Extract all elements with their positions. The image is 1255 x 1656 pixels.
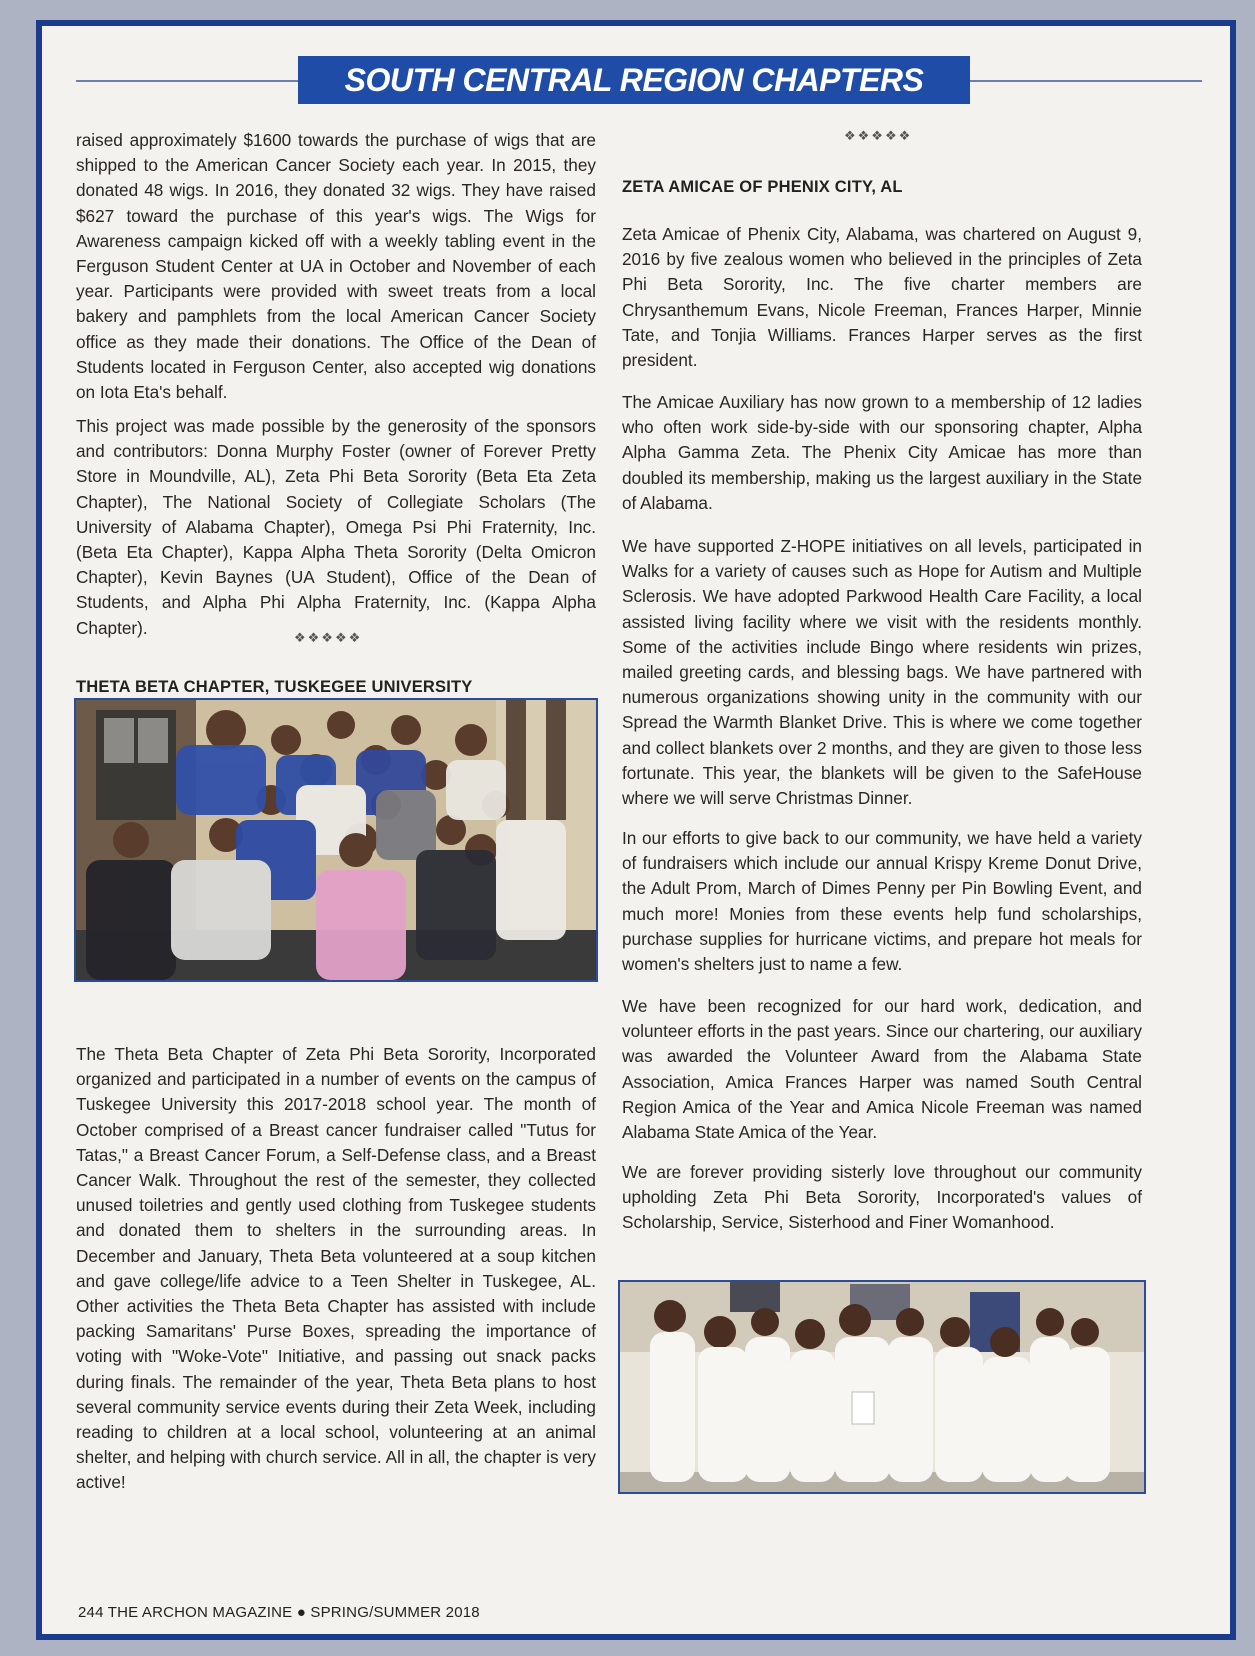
theta-beta-group-photo [74,698,598,982]
right-paragraph-3: We have supported Z-HOPE initiatives on all levels, participated in Walks for a variety of causes such as Hope for Autism and Multiple Sclerosis. We have adopted Parkwood Health Care Facility, a local assisted living facility where we visit with the residents monthly. Some of the activities include Bingo where residents win prizes, mailed greeting cards, and blessing bags. We have partnered with numerous organizations showing unity in the community with our Spread the Warmth Blanket Drive. This is where we come together and collect blankets over 2 months, and they are given to those less fortunate. This year, the blankets will be given to the SafeHouse where we will serve Christmas Dinner. [622,536,1142,809]
banner-rule-right [970,80,1202,82]
ornament-divider-right: ❖❖❖❖❖ [844,128,913,143]
magazine-page [36,20,1236,1640]
theta-beta-heading: THETA BETA CHAPTER, TUSKEGEE UNIVERSITY [76,678,473,696]
banner-rule-left [76,80,298,82]
right-paragraph-5: We have been recognized for our hard work, dedication, and volunteer efforts in the past years. Since our chartering, our auxiliary was awarded the Volunteer Award from the Alabama State Association, Amica Frances Harper was named South Central Region Amica of the Year and Amica Nicole Freeman was named Alabama State Amica of the Year. [622,996,1142,1143]
right-paragraph-1: Zeta Amicae of Phenix City, Alabama, was chartered on August 9, 2016 by five zealous women who believed in the principles of Zeta Phi Beta Sorority, Inc. The five charter members are Chrysanthemum Evans, Nicole Freeman, Frances Harper, Minnie Tate, and Tonjia Williams. Frances Harper serves as the first president. [622,224,1142,371]
right-paragraph-6: We are forever providing sisterly love throughout our community upholding Zeta Phi Beta Sorority, Incorporated's values of Scholarship, Service, Sisterhood and Finer Womanhood. [622,1162,1142,1233]
right-paragraph-4: In our efforts to give back to our community, we have held a variety of fundraisers which include our annual Krispy Kreme Donut Drive, the Adult Prom, March of Dimes Penny per Pin Bowling Event, and much more! Monies from these events help fund scholarships, purchase supplies for hurricane victims, and prepare hot meals for women's shelters just to name a few. [622,828,1142,975]
right-paragraph-2: The Amicae Auxiliary has now grown to a membership of 12 ladies who often work side-by-side with our sponsoring chapter, Alpha Alpha Gamma Zeta. The Phenix City Amicae has more than doubled its membership, making us the largest auxiliary in the State of Alabama. [622,392,1142,513]
page-footer: 244 THE ARCHON MAGAZINE ● SPRING/SUMMER 2018 [78,1604,480,1621]
left-paragraph-2: This project was made possible by the generosity of the sponsors and contributors: Donna Murphy Foster (owner of Forever Pretty Store in Moundville, AL), Zeta Phi Beta Sorority (Beta Eta Zeta Chapter), The National Society of Collegiate Scholars (The University of Alabama Chapter), Omega Psi Phi Fraternity, Inc. (Beta Eta Chapter), Kappa Alpha Theta Sorority (Delta Omicron Chapter), Kevin Baynes (UA Student), Office of the Dean of Students, and Alpha Phi Alpha Fraternity, Inc. (Kappa Alpha Chapter). [76,416,596,638]
section-banner: SOUTH CENTRAL REGION CHAPTERS [298,56,970,104]
left-paragraph-1: raised approximately $1600 towards the purchase of wigs that are shipped to the American Cancer Society each year. In 2015, they donated 48 wigs. In 2016, they donated 32 wigs. They have raised $627 toward the purchase of this year's wigs. The Wigs for Awareness campaign kicked off with a weekly tabling event in the Ferguson Student Center at UA in October and November of each year. Participants were provided with sweet treats from a local bakery and pamphlets from the local American Cancer Society office as they made their donations. The Office of the Dean of Students located in Ferguson Center, also accepted wig donations on Iota Eta's behalf. [76,130,596,403]
zeta-amicae-group-photo [618,1280,1146,1494]
left-paragraph-3: The Theta Beta Chapter of Zeta Phi Beta Sorority, Incorporated organized and participated in a number of events on the campus of Tuskegee University this 2017-2018 school year. The month of October comprised of a Breast cancer fundraiser called "Tutus for Tatas," a Breast Cancer Forum, a Self-Defense class, and a Breast Cancer Walk. Throughout the rest of the semester, they collected unused toiletries and gently used clothing from Tuskegee students and donated them to shelters in the surrounding areas. In December and January, Theta Beta volunteered at a soup kitchen and gave college/life advice to a Teen Shelter in Tuskegee, AL. Other activities the Theta Beta Chapter has assisted with include packing Samaritans' Purse Boxes, spreading the importance of voting with "Woke-Vote" Initiative, and passing out snack packs during finals. The remainder of the year, Theta Beta plans to host several community service events during their Zeta Week, including reading to children at a local school, volunteering at an animal shelter, and helping with church service. All in all, the chapter is very active! [76,1044,596,1493]
zeta-amicae-heading: ZETA AMICAE OF PHENIX CITY, AL [622,178,903,196]
ornament-divider-left: ❖❖❖❖❖ [294,630,363,645]
